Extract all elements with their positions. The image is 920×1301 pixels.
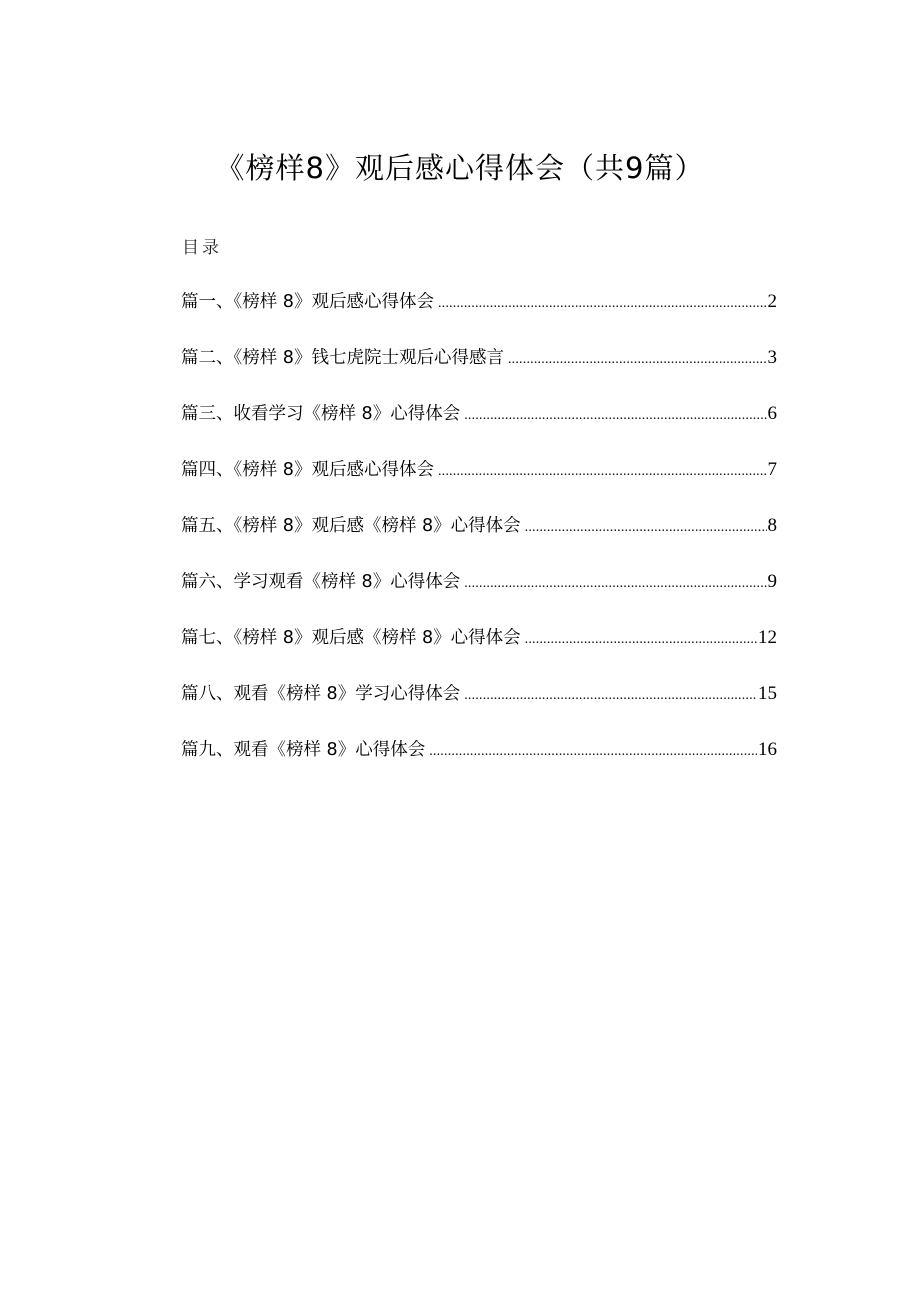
toc-dot-leader	[438, 458, 767, 486]
toc-entry[interactable]	[181, 624, 777, 680]
toc-dot-leader	[464, 402, 766, 430]
toc-dot-leader	[464, 682, 757, 710]
table-of-contents	[181, 288, 777, 792]
toc-entry-title: 篇八、观看《榜样 8》学习心得体会	[181, 684, 461, 704]
toc-dot-leader	[438, 290, 767, 318]
toc-entry-title: 篇五、《榜样 8》观后感《榜样 8》心得体会	[181, 516, 521, 536]
page-title: 《榜样8》观后感心得体会（共9篇）	[215, 151, 705, 185]
toc-page-number: 12	[758, 627, 777, 648]
toc-dot-leader	[464, 570, 766, 598]
toc-page-number: 2	[767, 291, 777, 312]
toc-heading: 目录	[182, 238, 222, 258]
toc-page-number: 8	[767, 515, 777, 536]
toc-entry-title: 篇六、学习观看《榜样 8》心得体会	[181, 572, 461, 592]
toc-entry[interactable]	[181, 344, 777, 400]
toc-entry-title: 篇九、观看《榜样 8》心得体会	[181, 740, 426, 760]
toc-entry[interactable]	[181, 456, 777, 512]
toc-entry[interactable]	[181, 288, 777, 344]
toc-page-number: 15	[758, 683, 777, 704]
toc-entry[interactable]	[181, 400, 777, 456]
toc-entry[interactable]	[181, 736, 777, 792]
toc-entry[interactable]	[181, 680, 777, 736]
toc-entry[interactable]	[181, 568, 777, 624]
toc-entry[interactable]	[181, 512, 777, 568]
toc-entry-title: 篇二、《榜样 8》钱七虎院士观后心得感言	[181, 348, 504, 368]
toc-dot-leader	[525, 514, 767, 542]
toc-page-number: 9	[767, 571, 777, 592]
toc-page-number: 3	[767, 347, 777, 368]
toc-entry-title: 篇三、收看学习《榜样 8》心得体会	[181, 404, 461, 424]
toc-page-number: 6	[767, 403, 777, 424]
toc-page-number: 16	[758, 739, 777, 760]
toc-dot-leader	[508, 346, 767, 374]
toc-entry-title: 篇一、《榜样 8》观后感心得体会	[181, 292, 434, 312]
toc-entry-title: 篇七、《榜样 8》观后感《榜样 8》心得体会	[181, 628, 521, 648]
toc-dot-leader	[429, 738, 757, 766]
toc-dot-leader	[525, 626, 757, 654]
toc-entry-title: 篇四、《榜样 8》观后感心得体会	[181, 460, 434, 480]
toc-page-number: 7	[767, 459, 777, 480]
